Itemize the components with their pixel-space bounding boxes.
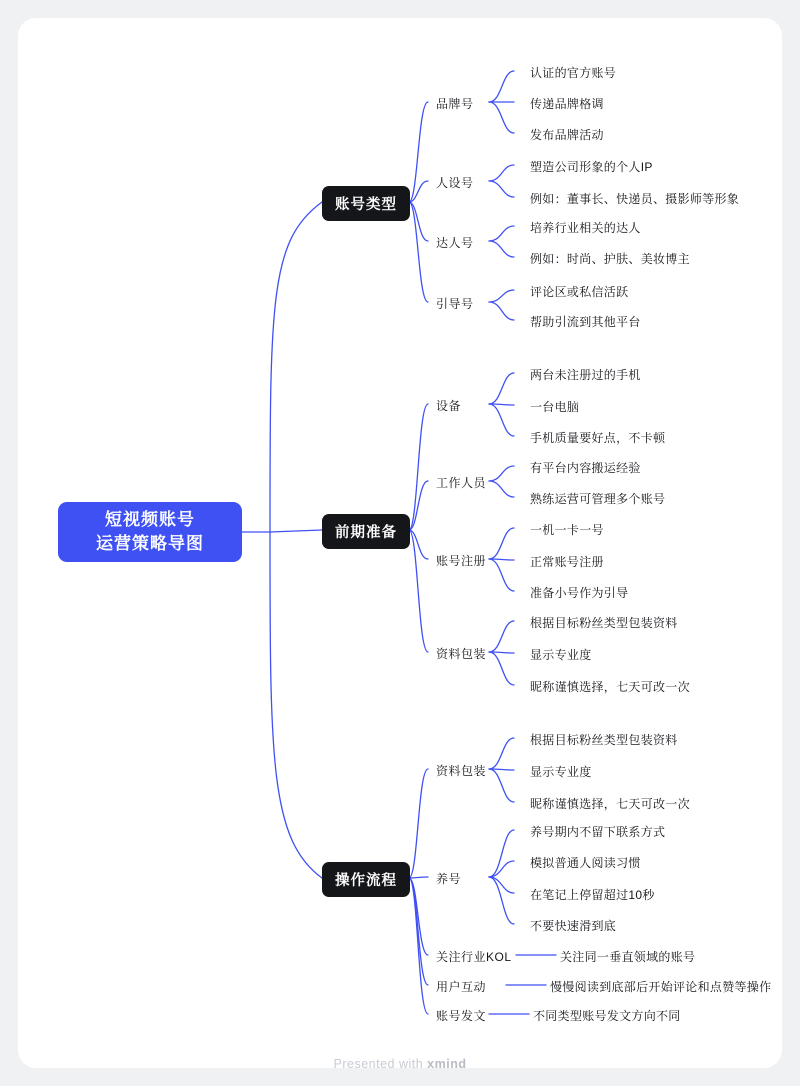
watermark-brand: xmind — [427, 1057, 467, 1071]
leaf-label: 培养行业相关的达人 — [530, 221, 641, 235]
sub-label: 关注行业KOL — [436, 950, 512, 964]
leaf-label: 认证的官方账号 — [530, 66, 617, 80]
leaf-node[interactable] — [530, 64, 616, 81]
leaf-label: 显示专业度 — [530, 648, 592, 662]
sub-node-1-2[interactable] — [436, 174, 474, 191]
leaf-node[interactable] — [530, 429, 665, 446]
root-node[interactable] — [58, 502, 242, 562]
watermark-prefix: Presented with — [333, 1057, 428, 1071]
leaf-node[interactable] — [530, 917, 616, 934]
leaf-node[interactable] — [530, 886, 655, 903]
leaf-label: 传递品牌格调 — [530, 97, 604, 111]
sub-node-3-2[interactable] — [436, 870, 461, 887]
leaf-label: 昵称谨慎选择，七天可改一次 — [530, 797, 690, 811]
leaf-label: 正常账号注册 — [530, 555, 604, 569]
leaf-node[interactable] — [530, 646, 592, 663]
leaf-label: 慢慢阅读到底部后开始评论和点赞等操作 — [550, 980, 772, 994]
leaf-label: 帮助引流到其他平台 — [530, 315, 641, 329]
leaf-label: 不同类型账号发文方向不同 — [533, 1009, 681, 1023]
leaf-label: 两台未注册过的手机 — [530, 368, 641, 382]
sub-label: 达人号 — [436, 236, 474, 250]
leaf-node[interactable] — [550, 978, 771, 995]
branch-node-2[interactable] — [322, 514, 410, 549]
leaf-node[interactable] — [560, 948, 695, 965]
root-line-1: 短视频账号 — [105, 510, 195, 529]
sub-label: 工作人员 — [436, 476, 487, 490]
leaf-node[interactable] — [530, 250, 690, 267]
sub-node-2-1[interactable] — [436, 397, 461, 414]
leaf-label: 塑造公司形象的个人IP — [530, 160, 653, 174]
leaf-label: 发布品牌活动 — [530, 128, 604, 142]
root-line-2: 运营策略导图 — [96, 534, 204, 553]
sub-label: 引导号 — [436, 297, 474, 311]
sub-label: 设备 — [436, 399, 462, 413]
leaf-node[interactable] — [530, 584, 628, 601]
sub-label: 资料包装 — [436, 647, 487, 661]
leaf-node[interactable] — [530, 553, 604, 570]
leaf-label: 昵称谨慎选择，七天可改一次 — [530, 680, 690, 694]
leaf-node[interactable] — [530, 678, 690, 695]
sub-label: 账号注册 — [436, 554, 487, 568]
leaf-label: 准备小号作为引导 — [530, 586, 629, 600]
branch-label: 账号类型 — [335, 197, 397, 213]
leaf-label: 熟练运营可管理多个账号 — [530, 492, 666, 506]
sub-node-3-4[interactable] — [436, 978, 486, 995]
sub-node-1-4[interactable] — [436, 295, 474, 312]
leaf-node[interactable] — [530, 219, 641, 236]
leaf-label: 显示专业度 — [530, 765, 592, 779]
sub-label: 用户互动 — [436, 980, 487, 994]
sub-node-1-1[interactable] — [436, 95, 474, 112]
leaf-label: 一台电脑 — [530, 400, 580, 414]
sub-node-3-3[interactable] — [436, 948, 512, 965]
leaf-node[interactable] — [530, 854, 641, 871]
xmind-watermark — [0, 1057, 800, 1071]
sub-node-2-4[interactable] — [436, 645, 486, 662]
branch-label: 操作流程 — [335, 873, 397, 889]
leaf-node[interactable] — [530, 313, 641, 330]
sub-label: 账号发文 — [436, 1009, 487, 1023]
sub-label: 品牌号 — [436, 97, 474, 111]
sub-node-1-3[interactable] — [436, 234, 474, 251]
leaf-node[interactable] — [530, 795, 690, 812]
sub-node-2-3[interactable] — [436, 552, 486, 569]
leaf-node[interactable] — [530, 366, 641, 383]
leaf-node[interactable] — [530, 459, 641, 476]
leaf-node[interactable] — [530, 126, 604, 143]
leaf-node[interactable] — [530, 95, 604, 112]
leaf-node[interactable] — [530, 190, 739, 207]
sub-label: 资料包装 — [436, 764, 487, 778]
leaf-label: 手机质量要好点，不卡顿 — [530, 431, 666, 445]
leaf-node[interactable] — [530, 614, 678, 631]
leaf-label: 根据目标粉丝类型包装资料 — [530, 616, 678, 630]
leaf-node[interactable] — [530, 490, 665, 507]
leaf-node[interactable] — [533, 1007, 681, 1024]
branch-node-3[interactable] — [322, 862, 410, 897]
branch-label: 前期准备 — [335, 525, 397, 541]
leaf-label: 养号期内不留下联系方式 — [530, 825, 666, 839]
leaf-label: 一机一卡一号 — [530, 523, 604, 537]
leaf-node[interactable] — [530, 283, 628, 300]
leaf-node[interactable] — [530, 763, 592, 780]
leaf-label: 有平台内容搬运经验 — [530, 461, 641, 475]
leaf-label: 关注同一垂直领域的账号 — [560, 950, 696, 964]
leaf-node[interactable] — [530, 521, 604, 538]
leaf-node[interactable] — [530, 158, 653, 175]
leaf-label: 模拟普通人阅读习惯 — [530, 856, 641, 870]
leaf-label: 不要快速滑到底 — [530, 919, 617, 933]
leaf-label: 根据目标粉丝类型包装资料 — [530, 733, 678, 747]
branch-node-1[interactable] — [322, 186, 410, 221]
sub-node-2-2[interactable] — [436, 474, 486, 491]
leaf-label: 例如：董事长、快递员、摄影师等形象 — [530, 192, 740, 206]
sub-label: 养号 — [436, 872, 462, 886]
leaf-label: 评论区或私信活跃 — [530, 285, 629, 299]
leaf-node[interactable] — [530, 823, 665, 840]
leaf-node[interactable] — [530, 398, 579, 415]
leaf-label: 例如：时尚、护肤、美妆博主 — [530, 252, 690, 266]
leaf-node[interactable] — [530, 731, 678, 748]
sub-label: 人设号 — [436, 176, 474, 190]
sub-node-3-1[interactable] — [436, 762, 486, 779]
leaf-label: 在笔记上停留超过10秒 — [530, 888, 655, 902]
sub-node-3-5[interactable] — [436, 1007, 486, 1024]
